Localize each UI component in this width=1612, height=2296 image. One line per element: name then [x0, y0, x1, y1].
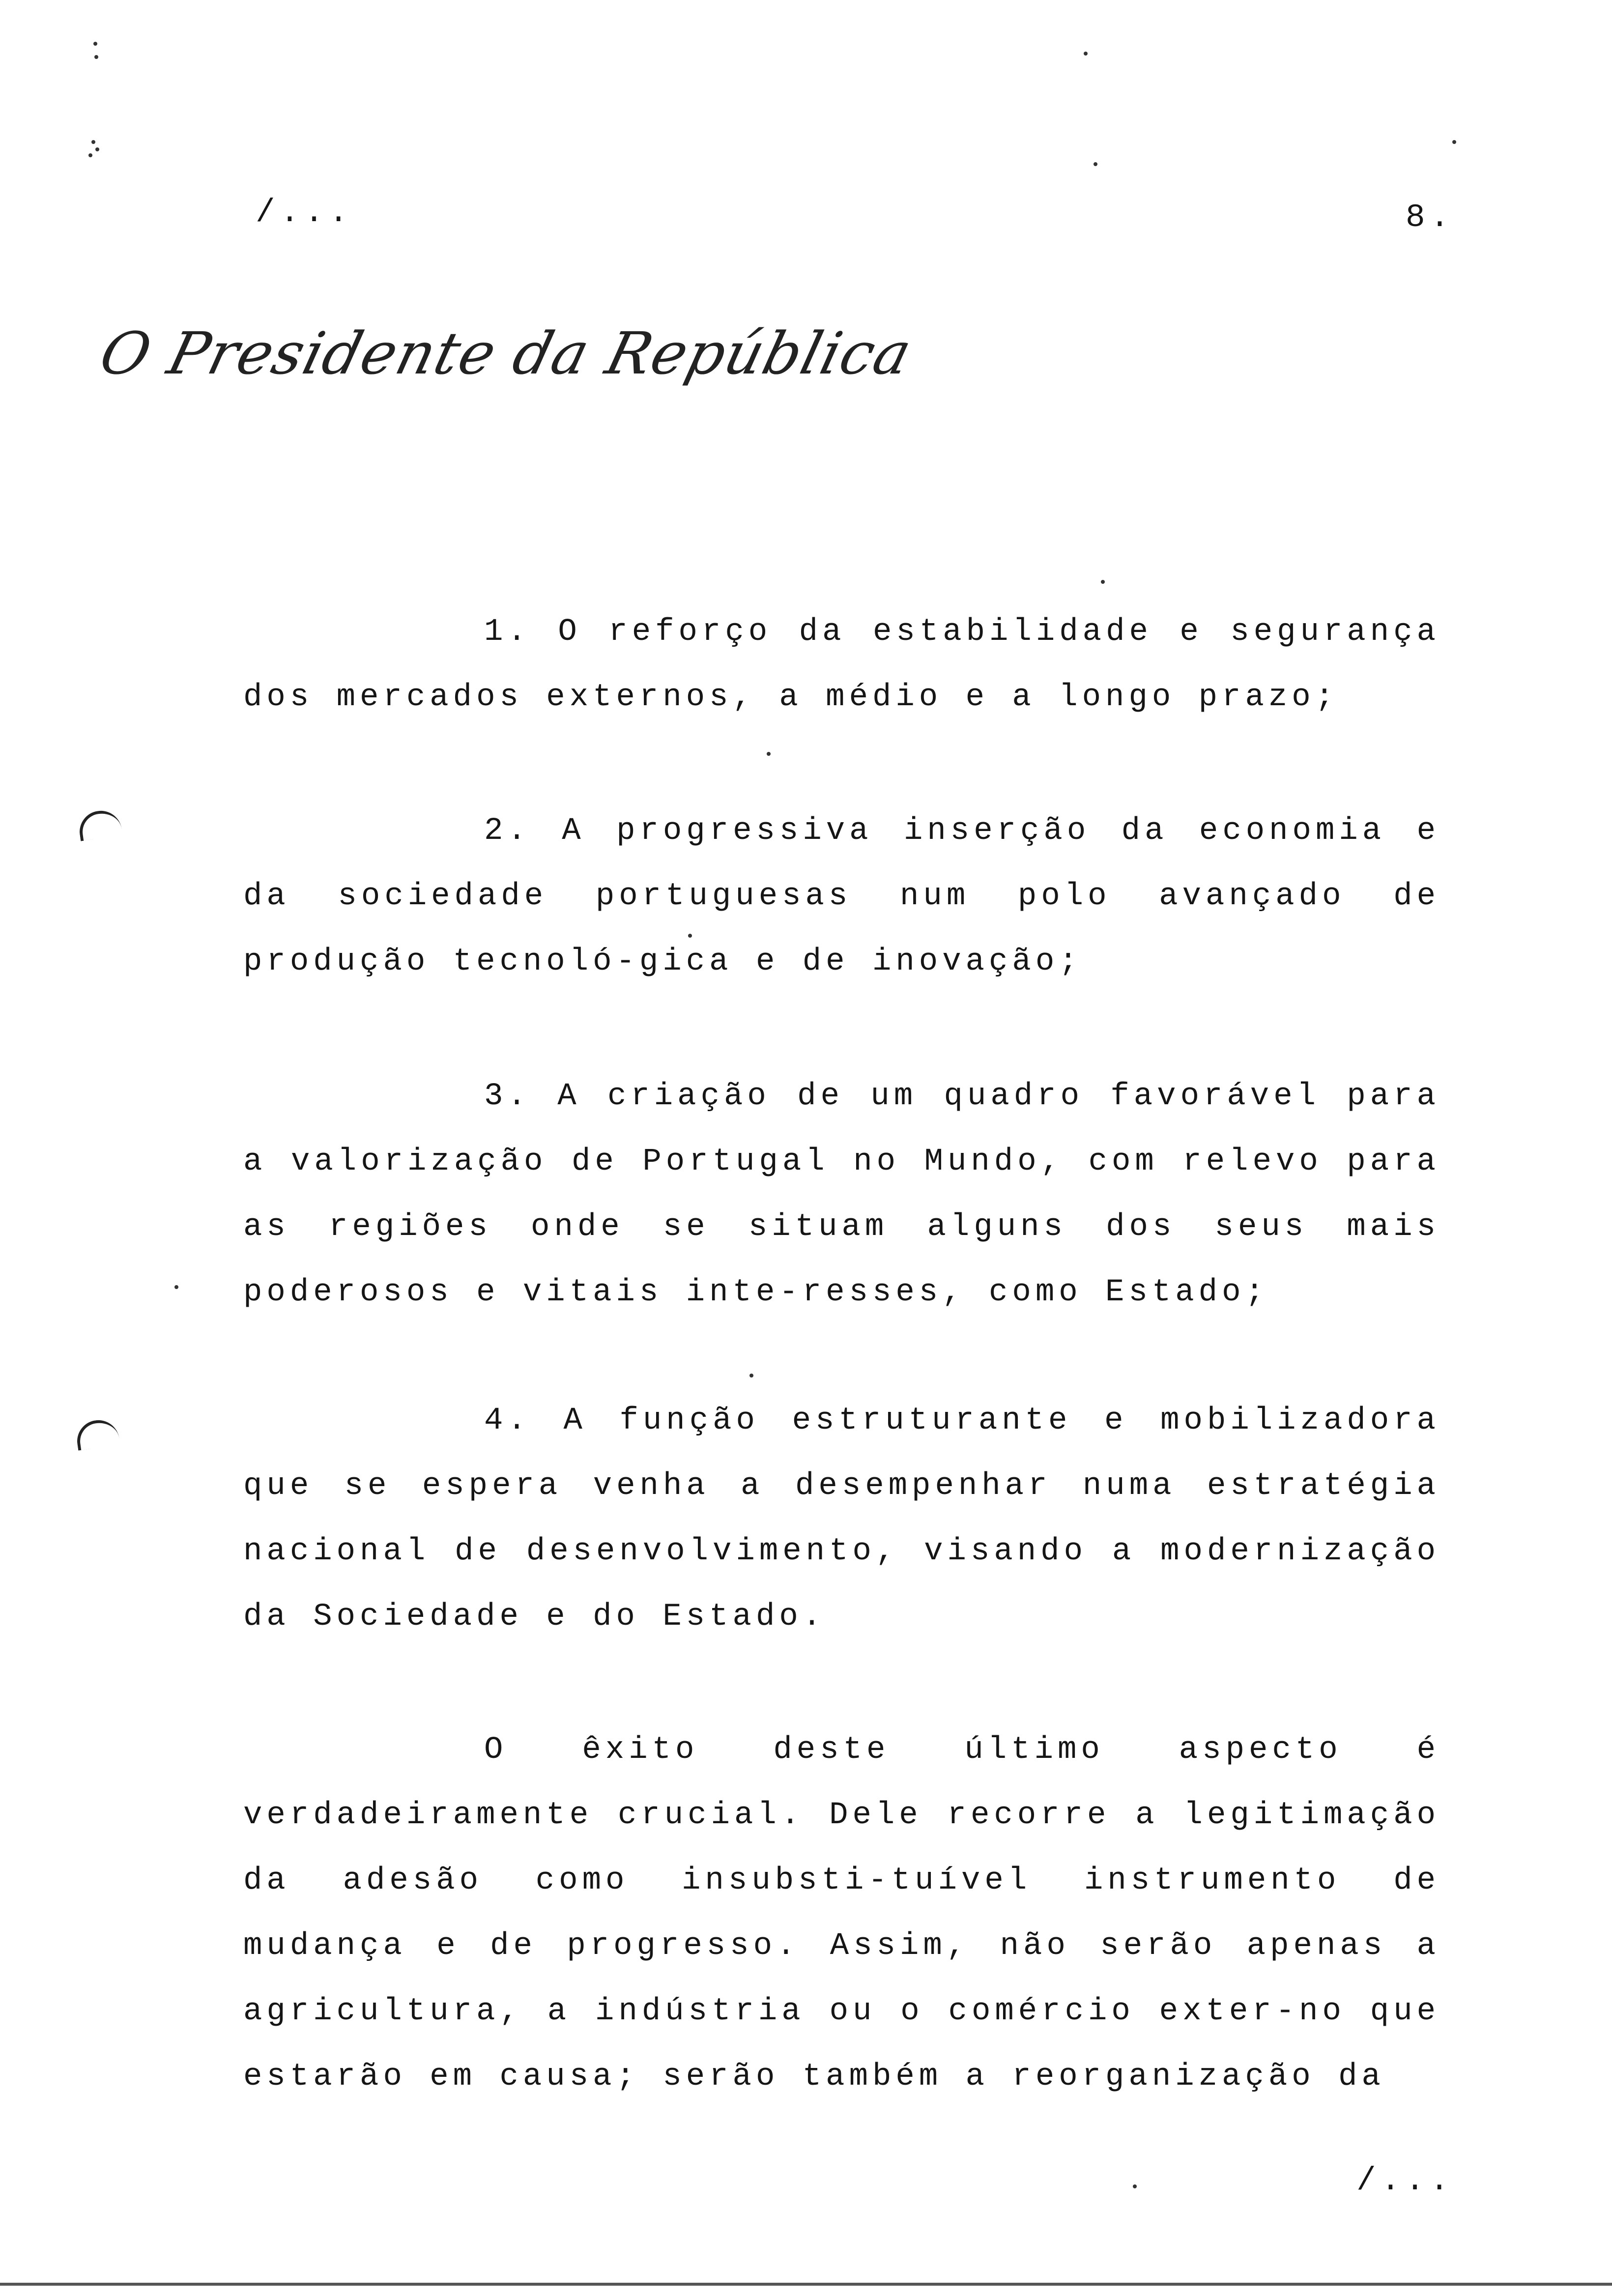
scan-edge-line	[0, 2283, 1612, 2286]
scan-speck	[91, 140, 95, 144]
paragraph-text: A função estruturante e mobilizadora que se espera venha a desempenhar numa estratégia nacional de desenvolvimento, visando a modernização da Sociedade e do Estado.	[243, 1403, 1440, 1635]
paragraph-number: 2.	[484, 813, 531, 849]
paragraph-3	[243, 1064, 1440, 1325]
scan-speck	[88, 153, 92, 157]
paragraph-5	[243, 1718, 1440, 2110]
letterhead: O Presidente da República	[93, 319, 919, 387]
paragraph-text: A criação de um quadro favorável para a valorização de Portugal no Mundo, com relevo para as regiões onde se situam alguns dos seus mais poderosos e vitais inte-resses, como Estado;	[243, 1079, 1440, 1310]
paragraph-number: 3.	[484, 1079, 531, 1114]
page-number: 8.	[1406, 199, 1455, 236]
scan-speck	[767, 752, 771, 756]
scan-speck	[1101, 580, 1105, 584]
paragraph-2	[243, 799, 1440, 995]
paragraph-text: A progressiva inserção da economia e da sociedade portuguesas num polo avançado de produção tecnoló-gica e de inovação;	[243, 813, 1440, 979]
scan-speck	[174, 1285, 178, 1289]
scan-speck	[94, 55, 98, 59]
scan-speck	[1452, 140, 1456, 144]
paragraph-number: 4.	[484, 1403, 531, 1438]
scan-speck	[749, 1374, 753, 1378]
paragraph-number: 1.	[484, 614, 531, 650]
scan-speck	[1133, 2184, 1137, 2188]
scan-speck	[688, 934, 692, 938]
scan-speck	[1084, 52, 1088, 56]
scan-speck	[93, 42, 97, 46]
paragraph-1	[243, 600, 1440, 730]
scan-speck	[1094, 162, 1097, 166]
scan-speck	[95, 147, 99, 151]
paragraph-text: O êxito deste último aspecto é verdadeiramente crucial. Dele recorre a legitimação da adesão como insubsti-tuível instrumento de mudança e de progresso. Assim, não serão apenas a agricultura, a indústria ou o comércio exter-no que estarão em causa; serão também a reorganização da	[243, 1732, 1440, 2095]
paragraph-text: O reforço da estabilidade e segurança dos mercados externos, a médio e a longo prazo;	[243, 614, 1440, 715]
paragraph-4	[243, 1388, 1440, 1650]
continuation-marker-bottom: /...	[1356, 2162, 1454, 2199]
binder-hole-mark	[77, 808, 123, 841]
continuation-marker-top: /...	[256, 194, 353, 231]
binder-hole-mark	[75, 1417, 120, 1450]
